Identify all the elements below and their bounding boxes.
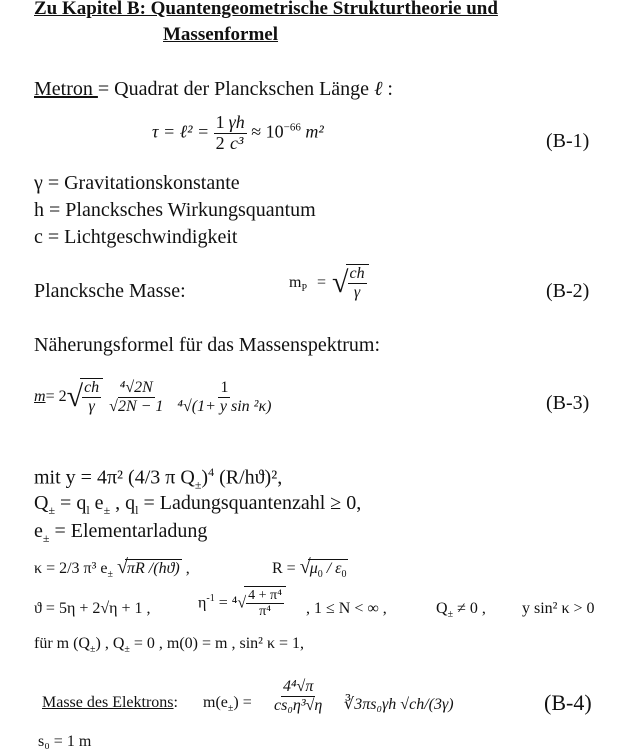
metron-definition [34,78,393,101]
mit-line-e: $e_\pm$ = Elementarladung [34,520,208,545]
eq-b1-unit: m² [300,121,324,142]
eq-b4-fraction: $\frac{\text{4⁴√π}}{\text{cs₀η³√η}}$ [274,678,323,714]
eq-b3-frac-y: $\frac{1}{\text{⁴√(1+ y sin ²κ)}}$ [177,379,272,415]
equation-b3: m= 2√ $\frac{ch}{\gamma}$ $\frac{\text{⁴√2N}}{√2N - 1}$ $\frac{1}{\text{⁴√(1+ y sin ²κ)}}$ [34,379,272,415]
eq-b2-frac: $\frac{ch}{\gamma}$ [349,265,365,301]
ysin-condition: y sin² κ > 0 [522,600,595,617]
def-gamma: γ = Gravitationskonstante [34,172,240,194]
theta-line: ϑ = 5η + 2√η + 1 , [34,600,151,617]
eq-b1-exponent: −66 [283,121,301,134]
eq-b3-frac-n: $\frac{\text{⁴√2N}}{√2N - 1}$ [109,379,164,415]
eq-b1-frac2: $\frac{\gamma h}{\text{c³}}$ [228,112,245,153]
eq-b1-number: (B-1) [546,130,590,152]
fuer-line: für m $(Q_\pm)$ , $Q_\pm = 0$ , m(0) = m , sin² κ = 1, [34,635,305,656]
metron-def-text: = Quadrat der Planckschen Länge [97,78,375,100]
eq-b4-lhs: $m(e_\pm)$ = [203,694,252,715]
eq-b3-eq: = 2 [45,387,67,405]
q-nonzero: $Q_\pm \ne 0$ , [436,600,486,621]
mit-line-y: mit y = 4π² (4/3 π $Q_\pm)^4$ (R/hϑ)², [34,465,283,492]
planck-mass-label: Plancksche Masse: [34,280,186,302]
eq-b3-m: m [34,387,46,405]
s0-definition: s₀ = 1 m [38,733,92,750]
eq-b2-equals: = [317,273,327,291]
eta-line: $\eta^{-1} = ^4√$ $\frac{\text{4 + π⁴}}{\text{π⁴}}$ [198,586,286,620]
eq-b2-sub: P [301,282,308,294]
r-line: $R = √\mu_0 / \varepsilon_0$ [272,556,347,581]
equation-b2: $m_P$ = √ $\frac{ch}{\gamma}$ [289,264,369,301]
approx-formula-heading: Näherungsformel für das Massenspektrum: [34,334,381,356]
eq-b2-m: m [289,273,302,291]
eq-b2-number: (B-2) [546,280,590,302]
def-h: h = Plancksches Wirkungsquantum [34,199,316,221]
eq-b1-frac1: $\frac{1}{2}$ [215,112,225,153]
def-c: c = Lichtgeschwindigkeit [34,226,238,248]
metron-colon: : [382,78,393,100]
kappa-line: κ = 2/3 π³ $e_\pm$ √πR /(hϑ) , [34,556,190,581]
eq-b4-rest: ∛3πs₀γh √ch/(3γ) [344,696,454,713]
eq-b1-lhs: τ = ℓ² = [152,121,210,142]
eq-b3-number: (B-3) [546,392,590,414]
eq-b4-number: (B-4) [544,690,592,715]
planck-length-symbol: ℓ [374,78,383,100]
metron-term: Metron [34,78,98,100]
chapter-heading-line1: Zu Kapitel B: Quantengeometrische Strukturtheorie und [34,0,498,19]
eq-b1-approx: ≈ 10 [251,121,284,142]
chapter-heading-line2: Massenformel [163,24,279,45]
mit-line-q: $Q_\pm = q_l$ $e_\pm$ , $q_l$ = Ladungsquantenzahl ≥ 0, [34,492,362,517]
range-line: , 1 ≤ N < ∞ , [306,600,387,617]
equation-b1 [152,113,324,154]
electron-mass-label: Masse des Elektrons: [42,694,178,711]
